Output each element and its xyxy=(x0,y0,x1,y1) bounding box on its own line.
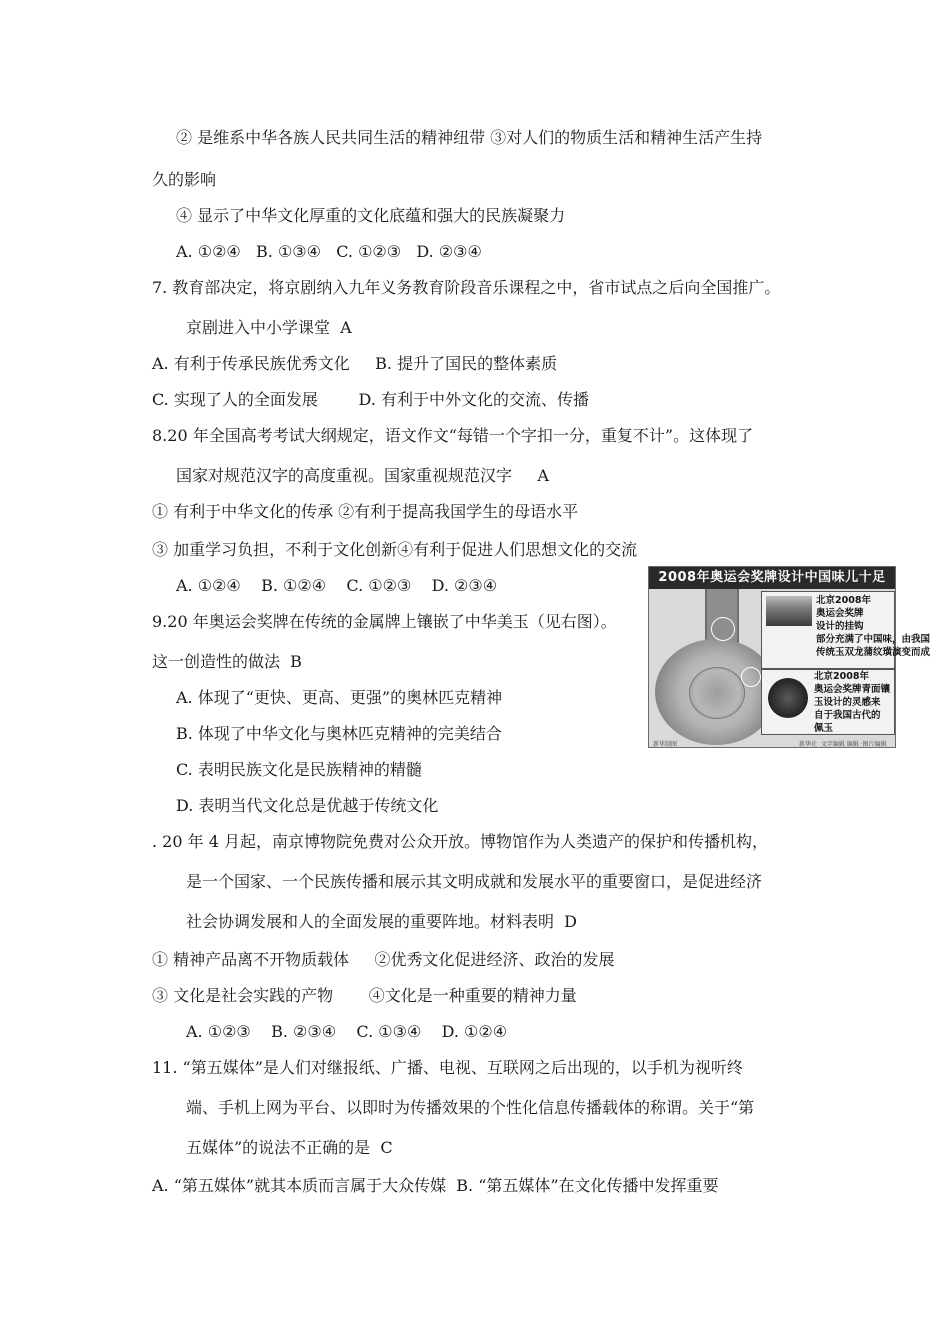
text-line: ③ 加重学习负担，不利于文化创新④有利于促进人们思想文化的交流 xyxy=(152,540,638,559)
callout-text: 北京2008年 奥运会奖牌 设计的挂钩 部分充满了中国味，由我国 传统玉双龙蒲纹璜演变而成 xyxy=(816,595,931,658)
callout-text: 北京2008年 奥运会奖牌青面镶 玉设计的灵感来 自于我国古代的 佩玉 xyxy=(814,671,891,734)
callout-ring xyxy=(741,667,761,687)
text-line: A. 有利于传承民族优秀文化 B. 提升了国民的整体素质 xyxy=(152,354,558,373)
medal-image xyxy=(655,639,777,745)
text-line: ① 精神产品离不开物质载体 ②优秀文化促进经济、政治的发展 xyxy=(152,950,615,969)
text-line: 11. “第五媒体”是人们对继报纸、广播、电视、互联网之后出现的，以手机为视听终 xyxy=(152,1058,743,1077)
text-line: ② 是维系中华各族人民共同生活的精神纽带 ③对人们的物质生活和精神生活产生持 xyxy=(176,128,763,147)
text-line: . 20 年 4 月起，南京博物院免费对公众开放。博物馆作为人类遗产的保护和传播机构， xyxy=(152,832,768,851)
text-line: 京剧进入中小学课堂 A xyxy=(186,318,352,337)
text-line: 端、手机上网为平台、以即时为传播效果的个性化信息传播载体的称谓。关于“第 xyxy=(186,1098,755,1117)
callout-box-hook xyxy=(761,591,931,669)
text-line: D. 表明当代文化总是优越于传统文化 xyxy=(176,796,439,815)
text-line: 社会协调发展和人的全面发展的重要阵地。材料表明 D xyxy=(186,912,578,931)
text-line: A. ①②④ B. ①②④ C. ①②③ D. ②③④ xyxy=(176,576,498,595)
medal-jade-inlay xyxy=(689,667,745,719)
callout-ring xyxy=(711,617,735,641)
text-line: B. 体现了中华文化与奥林匹克精神的完美结合 xyxy=(176,724,502,743)
text-line: ③ 文化是社会实践的产物 ④文化是一种重要的精神力量 xyxy=(152,986,577,1005)
text-line: C. 实现了人的全面发展 D. 有利于中外文化的交流、传播 xyxy=(152,390,589,409)
text-line: C. 表明民族文化是民族精神的精髓 xyxy=(176,760,422,779)
figure-banner: 2008年奥运会奖牌设计中国味儿十足 xyxy=(649,567,895,589)
text-line: 7. 教育部决定，将京剧纳入九年义务教育阶段音乐课程之中，省市试点之后向全国推广。 xyxy=(152,278,781,297)
text-line: A. ①②④ B. ①③④ C. ①②③ D. ②③④ xyxy=(176,242,482,261)
jade-pendant-thumbnail xyxy=(768,678,808,718)
text-line: A. “第五媒体”就其本质而言属于大众传媒 B. “第五媒体”在文化传播中发挥重要 xyxy=(152,1176,719,1195)
jade-hook-thumbnail xyxy=(766,596,812,626)
text-line: A. 体现了“更快、更高、更强”的奥林匹克精神 xyxy=(176,688,503,707)
figure-credit-left: 新华制图 xyxy=(653,741,678,748)
text-line: 国家对规范汉字的高度重视。国家重视规范汉字 A xyxy=(176,466,549,485)
olympic-medal-figure xyxy=(648,566,931,748)
text-line: 久的影响 xyxy=(152,170,217,189)
text-line: ① 有利于中华文化的传承 ②有利于提高我国学生的母语水平 xyxy=(152,502,579,521)
figure-credit-right: 新华社 文字编辑 编辑 ·图片编辑 xyxy=(799,741,887,748)
text-line: 是一个国家、一个民族传播和展示其文明成就和发展水平的重要窗口，是促进经济 xyxy=(186,872,763,891)
text-line: 9.20 年奥运会奖牌在传统的金属牌上镶嵌了中华美玉（见右图）。 xyxy=(152,612,617,631)
text-line: 8.20 年全国高考考试大纲规定，语文作文“每错一个字扣一分，重复不计”。这体现了 xyxy=(152,426,754,445)
text-line: 这一创造性的做法 B xyxy=(152,652,302,671)
callout-box-jade xyxy=(761,669,895,735)
text-line: A. ①②③ B. ②③④ C. ①③④ D. ①②④ xyxy=(186,1022,508,1041)
text-line: 五媒体”的说法不正确的是 C xyxy=(186,1138,393,1157)
text-line: ④ 显示了中华文化厚重的文化底蕴和强大的民族凝聚力 xyxy=(176,206,566,225)
